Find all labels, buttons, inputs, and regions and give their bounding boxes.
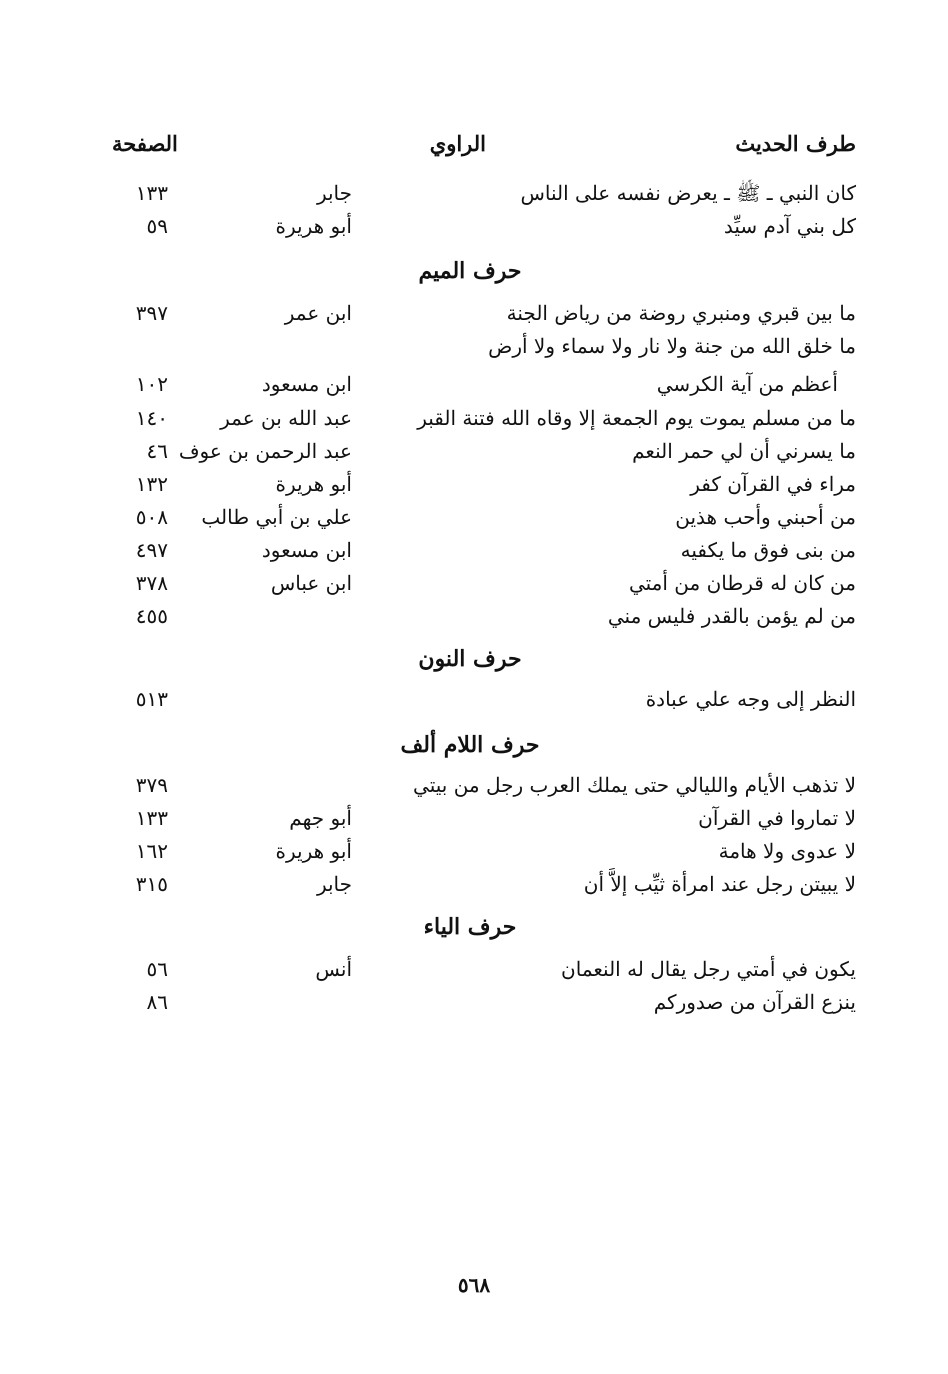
page-ref: ٤٦ xyxy=(146,439,168,463)
page-ref: ٥٩ xyxy=(146,214,168,238)
hadith-text: من أحبني وأحب هذين xyxy=(675,505,856,529)
section-heading: حرف الياء xyxy=(423,914,517,940)
hadith-text: كان النبي ـ ﷺ ـ يعرض نفسه على الناس xyxy=(520,181,856,205)
narrator-name: أبو هريرة xyxy=(275,214,352,238)
hadith-column-header: طرف الحديث xyxy=(735,131,856,156)
narrator-name: عبد الرحمن بن عوف xyxy=(178,439,352,463)
hadith-text: لا تماروا في القرآن xyxy=(698,806,856,830)
page-ref: ١٣٣ xyxy=(135,181,168,205)
hadith-text: ما خلق الله من جنة ولا نار ولا سماء ولا أرض xyxy=(488,334,856,358)
page-ref: ١٤٠ xyxy=(135,406,168,430)
page-ref: ٣٧٨ xyxy=(135,571,168,595)
page-ref: ٣٩٧ xyxy=(135,301,168,325)
narrator-name: علي بن أبي طالب xyxy=(201,505,352,529)
page-ref: ٥٠٨ xyxy=(135,505,168,529)
narrator-name: عبد الله بن عمر xyxy=(220,406,352,430)
page-ref: ٣٧٩ xyxy=(135,773,168,797)
hadith-text: مراء في القرآن كفر xyxy=(690,472,856,496)
hadith-text: من لم يؤمن بالقدر فليس مني xyxy=(607,604,856,628)
hadith-text: لا يبيتن رجل عند امرأة ثيِّب إلاَّ أن xyxy=(583,872,856,896)
page-ref: ١٣٢ xyxy=(135,472,168,496)
hadith-text: يكون في أمتي رجل يقال له النعمان xyxy=(561,957,856,981)
hadith-text: ما من مسلم يموت يوم الجمعة إلا وقاه الله فتنة القبر xyxy=(417,406,856,430)
page-ref: ١٠٢ xyxy=(135,372,168,396)
narrator-name: ابن مسعود xyxy=(261,538,352,562)
page-ref: ٥١٣ xyxy=(135,687,168,711)
narrator-name: ابن مسعود xyxy=(261,372,352,396)
hadith-text: ما يسرني أن لي حمر النعم xyxy=(632,439,856,463)
narrator-name: جابر xyxy=(316,872,352,896)
page-number: ٥٦٨ xyxy=(457,1273,491,1297)
narrator-name: أبو جهم xyxy=(289,806,352,830)
hadith-text: ما بين قبري ومنبري روضة من رياض الجنة xyxy=(506,301,856,325)
narrator-name: أنس xyxy=(315,957,352,981)
narrator-name: ابن عباس xyxy=(270,571,352,595)
narrator-column-header: الراوي xyxy=(429,131,486,156)
hadith-text: النظر إلى وجه علي عبادة xyxy=(645,687,856,711)
hadith-text: ينزع القرآن من صدوركم xyxy=(653,990,856,1014)
page-ref: ٤٥٥ xyxy=(135,604,168,628)
section-heading: حرف الميم xyxy=(418,258,522,284)
narrator-name: أبو هريرة xyxy=(275,472,352,496)
page-ref: ٨٦ xyxy=(146,990,168,1014)
page-column-header: الصفحة xyxy=(112,131,178,156)
page-ref: ٤٩٧ xyxy=(135,538,168,562)
hadith-text: من كان له قرطان من أمتي xyxy=(628,571,856,595)
narrator-name: أبو هريرة xyxy=(275,839,352,863)
page-ref: ١٣٣ xyxy=(135,806,168,830)
section-heading: حرف النون xyxy=(418,646,522,672)
hadith-text: لا تذهب الأيام والليالي حتى يملك العرب رجل من بيتي xyxy=(413,773,856,797)
hadith-text: من بنى فوق ما يكفيه xyxy=(680,538,856,562)
narrator-name: جابر xyxy=(316,181,352,205)
page-ref: ١٦٢ xyxy=(135,839,168,863)
hadith-text: لا عدوى ولا هامة xyxy=(718,839,856,863)
narrator-name: ابن عمر xyxy=(284,301,352,325)
page-ref: ٥٦ xyxy=(146,957,168,981)
hadith-text-continuation: أعظم من آية الكرسي xyxy=(656,372,838,396)
section-heading: حرف اللام ألف xyxy=(400,732,540,758)
hadith-text: كل بني آدم سيِّد xyxy=(723,214,856,238)
page-ref: ٣١٥ xyxy=(135,872,168,896)
